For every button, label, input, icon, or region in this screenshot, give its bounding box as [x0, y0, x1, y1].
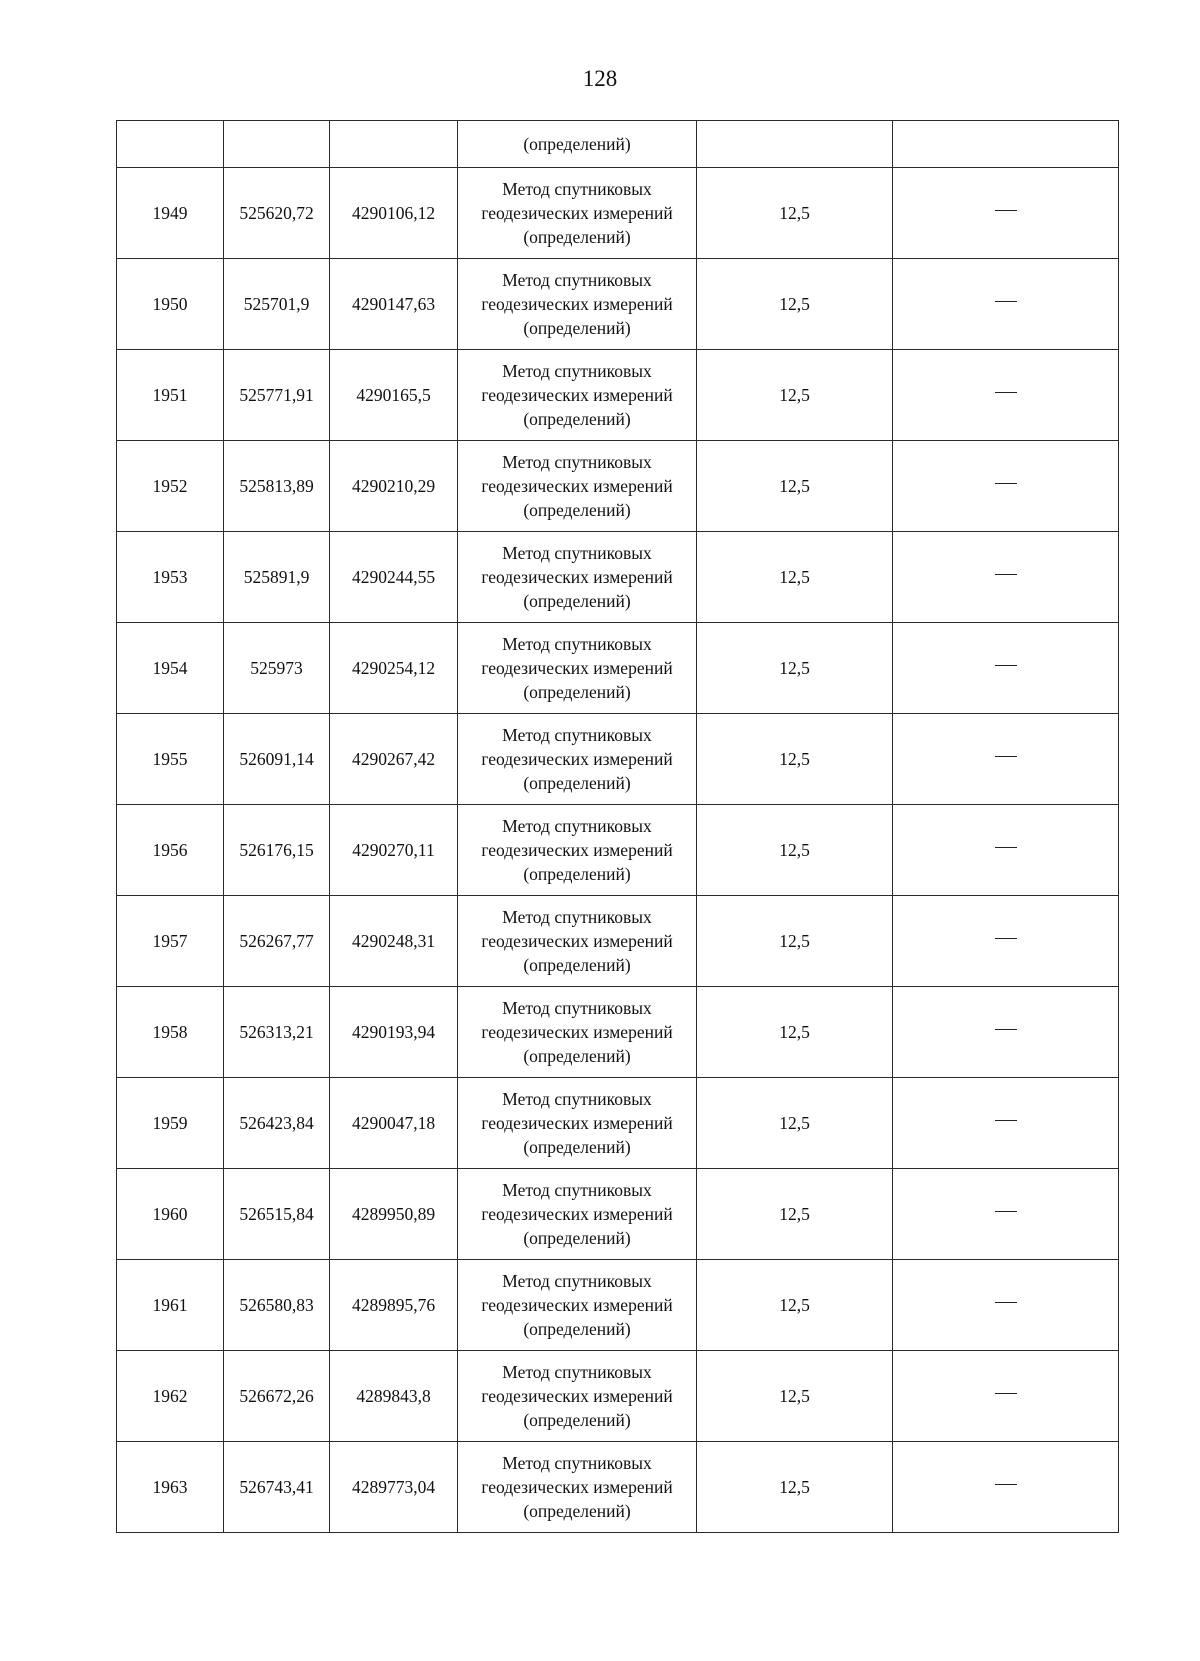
dash-mark — [995, 1302, 1017, 1303]
method-cell — [458, 623, 697, 714]
method-cell — [458, 1078, 697, 1169]
method-line: геодезических измерений — [481, 567, 673, 587]
dash-mark — [995, 1029, 1017, 1030]
point-number-cell: 1955 — [117, 714, 224, 805]
accuracy-cell: 12,5 — [697, 168, 893, 259]
method-line: Метод спутниковых — [502, 1271, 652, 1291]
accuracy-cell: 12,5 — [697, 259, 893, 350]
note-cell — [893, 168, 1119, 259]
dash-mark — [995, 1211, 1017, 1212]
y-coordinate-cell: 4290210,29 — [330, 441, 458, 532]
method-line: геодезических измерений — [481, 1477, 673, 1497]
y-coordinate-cell: 4290147,63 — [330, 259, 458, 350]
method-line: Метод спутниковых — [502, 452, 652, 472]
table-row — [117, 623, 1119, 714]
method-line: Метод спутниковых — [502, 179, 652, 199]
y-coordinate-cell: 4290165,5 — [330, 350, 458, 441]
method-line: геодезических измерений — [481, 749, 673, 769]
method-line: геодезических измерений — [481, 1295, 673, 1315]
dash-mark — [995, 483, 1017, 484]
y-coordinate-cell: 4290248,31 — [330, 896, 458, 987]
table-row — [117, 168, 1119, 259]
method-line: Метод спутниковых — [502, 361, 652, 381]
method-line: геодезических измерений — [481, 385, 673, 405]
point-number-cell: 1962 — [117, 1351, 224, 1442]
empty-cell — [117, 121, 224, 168]
x-coordinate-cell: 525813,89 — [224, 441, 330, 532]
note-cell — [893, 1260, 1119, 1351]
x-coordinate-cell: 526176,15 — [224, 805, 330, 896]
y-coordinate-cell: 4290106,12 — [330, 168, 458, 259]
method-line: (определений) — [523, 955, 631, 975]
dash-mark — [995, 210, 1017, 211]
y-coordinate-cell: 4289895,76 — [330, 1260, 458, 1351]
table-row — [117, 1260, 1119, 1351]
table-row — [117, 987, 1119, 1078]
point-number-cell: 1950 — [117, 259, 224, 350]
x-coordinate-cell: 525620,72 — [224, 168, 330, 259]
method-line: геодезических измерений — [481, 840, 673, 860]
dash-mark — [995, 1120, 1017, 1121]
table-row — [117, 1351, 1119, 1442]
method-cell — [458, 987, 697, 1078]
table-row — [117, 532, 1119, 623]
x-coordinate-cell: 526267,77 — [224, 896, 330, 987]
point-number-cell: 1959 — [117, 1078, 224, 1169]
method-line: (определений) — [523, 1046, 631, 1066]
method-cell: (определений) — [458, 121, 697, 168]
page-number: 128 — [582, 66, 618, 91]
method-line: Метод спутниковых — [502, 907, 652, 927]
accuracy-cell: 12,5 — [697, 1169, 893, 1260]
y-coordinate-cell: 4290267,42 — [330, 714, 458, 805]
method-line: геодезических измерений — [481, 1113, 673, 1133]
note-cell — [893, 714, 1119, 805]
y-coordinate-cell: 4290047,18 — [330, 1078, 458, 1169]
note-cell — [893, 623, 1119, 714]
point-number-cell: 1957 — [117, 896, 224, 987]
method-cell — [458, 1169, 697, 1260]
x-coordinate-cell: 525973 — [224, 623, 330, 714]
table-row — [117, 350, 1119, 441]
point-number-cell: 1953 — [117, 532, 224, 623]
accuracy-cell: 12,5 — [697, 1351, 893, 1442]
dash-mark — [995, 392, 1017, 393]
method-cell — [458, 896, 697, 987]
point-number-cell: 1963 — [117, 1442, 224, 1533]
note-cell — [893, 1169, 1119, 1260]
x-coordinate-cell: 526743,41 — [224, 1442, 330, 1533]
dash-mark — [995, 1484, 1017, 1485]
table-row — [117, 896, 1119, 987]
method-line: (определений) — [523, 864, 631, 884]
method-line: геодезических измерений — [481, 658, 673, 678]
note-cell — [893, 259, 1119, 350]
method-line: геодезических измерений — [481, 1204, 673, 1224]
y-coordinate-cell: 4290193,94 — [330, 987, 458, 1078]
x-coordinate-cell: 526580,83 — [224, 1260, 330, 1351]
method-cell — [458, 1351, 697, 1442]
method-line: геодезических измерений — [481, 1386, 673, 1406]
y-coordinate-cell: 4290254,12 — [330, 623, 458, 714]
y-coordinate-cell: 4289950,89 — [330, 1169, 458, 1260]
note-cell — [893, 532, 1119, 623]
x-coordinate-cell: 526672,26 — [224, 1351, 330, 1442]
accuracy-cell: 12,5 — [697, 532, 893, 623]
dash-mark — [995, 301, 1017, 302]
method-line: Метод спутниковых — [502, 1089, 652, 1109]
dash-mark — [995, 847, 1017, 848]
x-coordinate-cell: 525891,9 — [224, 532, 330, 623]
table-body — [117, 121, 1119, 1533]
y-coordinate-cell: 4290244,55 — [330, 532, 458, 623]
point-number-cell: 1958 — [117, 987, 224, 1078]
empty-cell — [224, 121, 330, 168]
point-number-cell: 1954 — [117, 623, 224, 714]
accuracy-cell: 12,5 — [697, 987, 893, 1078]
empty-cell — [330, 121, 458, 168]
method-cell — [458, 259, 697, 350]
y-coordinate-cell: 4289773,04 — [330, 1442, 458, 1533]
method-line: (определений) — [523, 409, 631, 429]
method-line: Метод спутниковых — [502, 816, 652, 836]
accuracy-cell: 12,5 — [697, 896, 893, 987]
method-line: Метод спутниковых — [502, 1362, 652, 1382]
table-row — [117, 259, 1119, 350]
y-coordinate-cell: 4290270,11 — [330, 805, 458, 896]
dash-mark — [995, 1393, 1017, 1394]
dash-mark — [995, 574, 1017, 575]
note-cell — [893, 987, 1119, 1078]
table-row — [117, 1169, 1119, 1260]
method-line: Метод спутниковых — [502, 1453, 652, 1473]
method-line: (определений) — [523, 1410, 631, 1430]
accuracy-cell: 12,5 — [697, 1442, 893, 1533]
accuracy-cell: 12,5 — [697, 714, 893, 805]
point-number-cell: 1949 — [117, 168, 224, 259]
method-cell — [458, 532, 697, 623]
coordinates-table — [116, 120, 1119, 1533]
point-number-cell: 1960 — [117, 1169, 224, 1260]
method-line: (определений) — [523, 227, 631, 247]
method-cell — [458, 805, 697, 896]
note-cell — [893, 1351, 1119, 1442]
note-cell — [893, 805, 1119, 896]
method-line: геодезических измерений — [481, 203, 673, 223]
method-cell — [458, 1260, 697, 1351]
method-line: геодезических измерений — [481, 294, 673, 314]
method-line: (определений) — [523, 1228, 631, 1248]
method-line: Метод спутниковых — [502, 634, 652, 654]
note-cell — [893, 441, 1119, 532]
x-coordinate-cell: 525771,91 — [224, 350, 330, 441]
method-cell — [458, 168, 697, 259]
accuracy-cell: 12,5 — [697, 805, 893, 896]
x-coordinate-cell: 526423,84 — [224, 1078, 330, 1169]
dash-mark — [995, 665, 1017, 666]
method-line: Метод спутниковых — [502, 270, 652, 290]
method-cell — [458, 1442, 697, 1533]
accuracy-cell: 12,5 — [697, 623, 893, 714]
table-row — [117, 441, 1119, 532]
note-cell — [893, 1078, 1119, 1169]
method-cell — [458, 714, 697, 805]
table-row — [117, 805, 1119, 896]
table-row — [117, 714, 1119, 805]
method-line: (определений) — [523, 1501, 631, 1521]
empty-cell — [697, 121, 893, 168]
point-number-cell: 1961 — [117, 1260, 224, 1351]
empty-cell — [893, 121, 1119, 168]
y-coordinate-cell: 4289843,8 — [330, 1351, 458, 1442]
note-cell — [893, 1442, 1119, 1533]
method-line: Метод спутниковых — [502, 543, 652, 563]
note-cell — [893, 350, 1119, 441]
accuracy-cell: 12,5 — [697, 441, 893, 532]
method-line: геодезических измерений — [481, 1022, 673, 1042]
method-cell — [458, 441, 697, 532]
accuracy-cell: 12,5 — [697, 1260, 893, 1351]
dash-mark — [995, 938, 1017, 939]
method-line: (определений) — [523, 318, 631, 338]
method-line: (определений) — [523, 500, 631, 520]
point-number-cell: 1952 — [117, 441, 224, 532]
point-number-cell: 1951 — [117, 350, 224, 441]
dash-mark — [995, 756, 1017, 757]
method-line: (определений) — [523, 773, 631, 793]
accuracy-cell: 12,5 — [697, 350, 893, 441]
table-row — [117, 1078, 1119, 1169]
method-line: (определений) — [523, 591, 631, 611]
method-line: Метод спутниковых — [502, 725, 652, 745]
table-row — [117, 1442, 1119, 1533]
note-cell — [893, 896, 1119, 987]
method-cell — [458, 350, 697, 441]
method-line: Метод спутниковых — [502, 998, 652, 1018]
method-line: Метод спутниковых — [502, 1180, 652, 1200]
accuracy-cell: 12,5 — [697, 1078, 893, 1169]
x-coordinate-cell: 526091,14 — [224, 714, 330, 805]
method-line: геодезических измерений — [481, 931, 673, 951]
point-number-cell: 1956 — [117, 805, 224, 896]
x-coordinate-cell: 525701,9 — [224, 259, 330, 350]
method-line: (определений) — [523, 1137, 631, 1157]
method-line: (определений) — [523, 682, 631, 702]
method-line: (определений) — [523, 1319, 631, 1339]
x-coordinate-cell: 526313,21 — [224, 987, 330, 1078]
continuation-row — [117, 121, 1119, 168]
x-coordinate-cell: 526515,84 — [224, 1169, 330, 1260]
method-line: геодезических измерений — [481, 476, 673, 496]
